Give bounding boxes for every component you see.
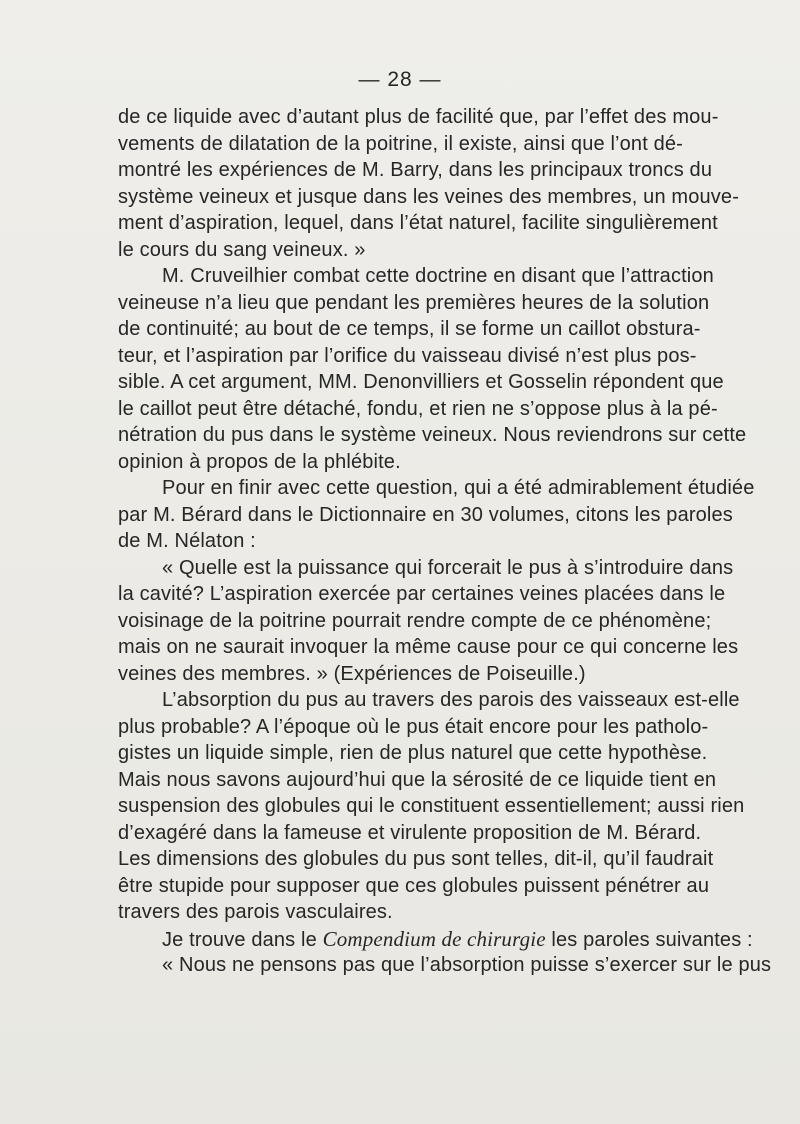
text-line: veines des membres. » (Expériences de Poiseuille.) [118,662,586,685]
text-fragment: les paroles suivantes : [545,928,753,951]
text-line: travers des parois vasculaires. [118,901,393,923]
text-line: le caillot peut être détaché, fondu, et rien ne s’oppose plus à la pé- [118,397,718,420]
text-line: veineuse n’a lieu que pendant les premières heures de la solution [118,291,710,314]
text-line: « Quelle est la puissance qui forcerait le pus à s’introduire dans [162,556,734,579]
text-line: voisinage de la poitrine pourrait rendre compte de ce phénomène; [118,609,712,632]
text-line: opinion à propos de la phlébite. [118,450,401,473]
text-line: d’exagéré dans la fameuse et virulente proposition de M. Bérard. [118,821,702,844]
text-line: ment d’aspiration, lequel, dans l’état naturel, facilite singulièrement [118,212,718,234]
text-line: montré les expériences de M. Barry, dans les principaux troncs du [118,159,713,181]
text-line: sible. A cet argument, MM. Denonvilliers et Gosselin répondent que [118,371,724,393]
text-line [118,926,794,953]
text-line: de M. Nélaton : [118,530,256,552]
text-line: Les dimensions des globules du pus sont telles, dit-il, qu’il faudrait [118,848,714,870]
text-line: plus probable? A l’époque où le pus était encore pour les patholo- [118,715,709,738]
text-line: la cavité? L’aspiration exercée par certaines veines placées dans le [118,583,726,605]
text-line: mais on ne saurait invoquer la même cause pour ce qui concerne les [118,636,739,658]
book-title-italic: Compendium de chirurgie [322,926,546,951]
text-line: de ce liquide avec d’autant plus de facilité que, par l’effet des mou- [118,106,719,128]
text-line: le cours du sang veineux. » [118,238,366,261]
text-line: par M. Bérard dans le Dictionnaire en 30 volumes, citons les paroles [118,503,733,526]
text-line: suspension des globules qui le constituent essentiellement; aussi rien [118,795,745,817]
text-line: teur, et l’aspiration par l’orifice du vaisseau divisé n’est plus pos- [118,344,697,367]
text-line: L’absorption du pus au travers des parois des vaisseaux est-elle [162,689,740,711]
text-line: de continuité; au bout de ce temps, il se forme un caillot obstura- [118,318,701,340]
text-line: Pour en finir avec cette question, qui a été admirablement étudiée [162,477,755,499]
text-line: « Nous ne pensons pas que l’absorption puisse s’exercer sur le pus [162,954,772,976]
text-line: être stupide pour supposer que ces globules puissent pénétrer au [118,874,710,897]
text-line: Mais nous savons aujourd’hui que la sérosité de ce liquide tient en [118,768,717,791]
text-line: nétration du pus dans le système veineux. Nous reviendrons sur cette [118,424,747,446]
text-fragment: Je trouve dans le [162,928,323,951]
text-line: gistes un liquide simple, rien de plus naturel que cette hypothèse. [118,742,708,764]
text-line: M. Cruveilhier combat cette doctrine en disant que l’attraction [162,265,714,287]
body-text [118,104,794,979]
page-number: — 28 — [358,68,442,91]
text-line: système veineux et jusque dans les veines des membres, un mouve- [118,185,740,208]
text-line: vements de dilatation de la poitrine, il existe, ainsi que l’ont dé- [118,132,683,155]
